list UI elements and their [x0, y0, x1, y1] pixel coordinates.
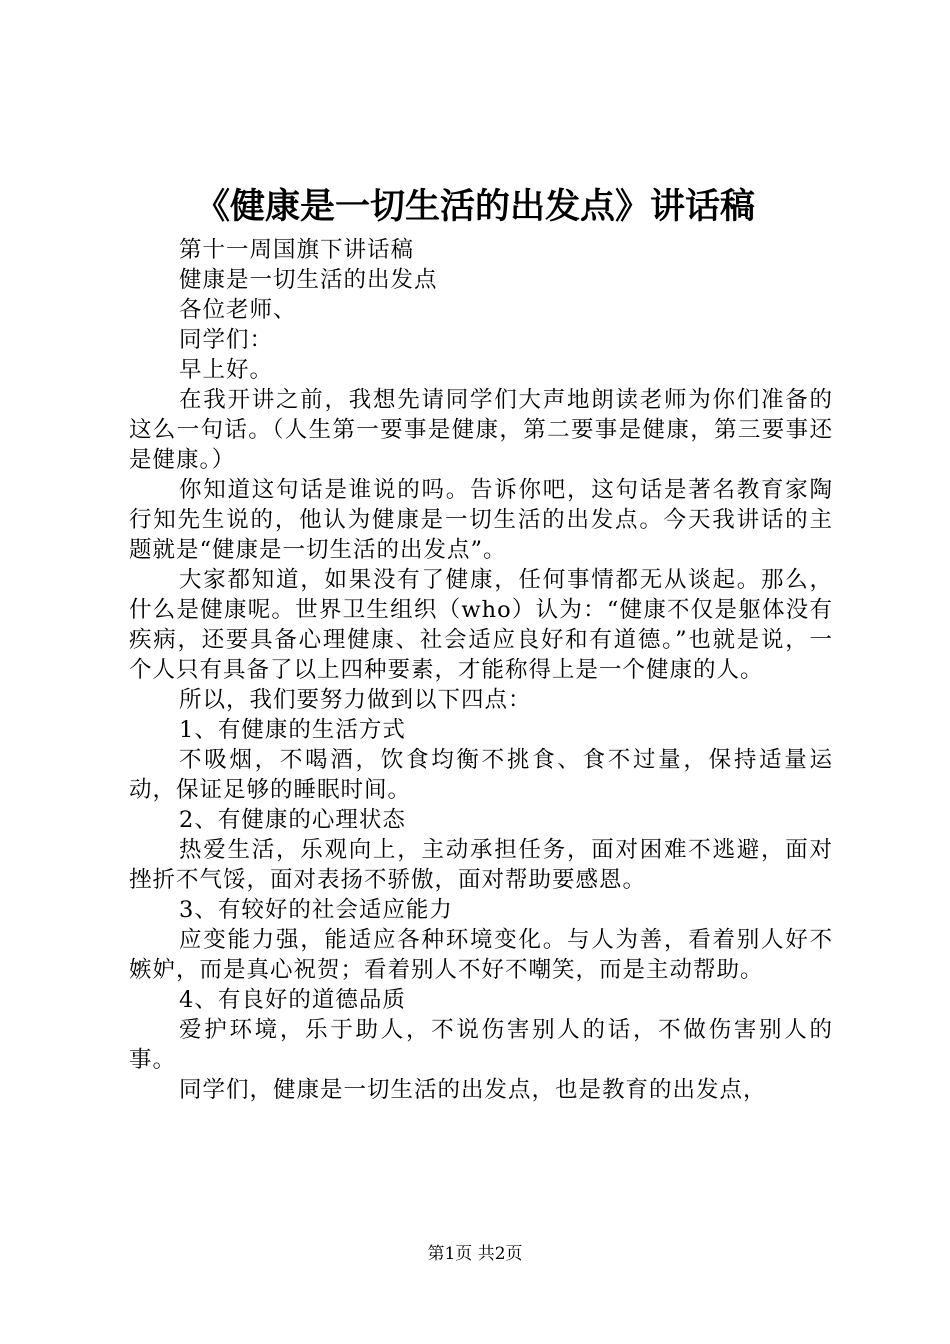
- paragraph-health-definition: 大家都知道，如果没有了健康，任何事情都无从谈起。那么，什么是健康呢。世界卫生组织（who）认为：“健康不仅是躯体没有疾病，还要具备心理健康、社会适应良好和有道德。”也就是说，一个人只有具备了以上四种要素，才能称得上是一个健康的人。: [129, 567, 833, 683]
- list-text-4: 爱护环境，乐于助人，不说伤害别人的话，不做伤害别人的事。: [129, 1017, 833, 1073]
- document-body: [129, 235, 833, 1105]
- paragraph-closing: 同学们，健康是一切生活的出发点，也是教育的出发点，: [179, 1077, 767, 1103]
- list-heading-2: 2、有健康的心理状态: [179, 807, 406, 833]
- paragraph-four-points: 所以，我们要努力做到以下四点：: [179, 687, 532, 713]
- paragraph-quote-source: 你知道这句话是谁说的吗。告诉你吧，这句话是著名教育家陶行知先生说的，他认为健康是一切生活的出发点。今天我讲话的主题就是“健康是一切生活的出发点”。: [129, 477, 833, 563]
- list-text-2: 热爱生活，乐观向上，主动承担任务，面对困难不逃避，面对挫折不气馁，面对表扬不骄傲，面对帮助要感恩。: [129, 837, 833, 893]
- paragraph-greeting-students: 同学们：: [179, 327, 274, 353]
- page-footer: 第1页 共2页: [427, 1244, 523, 1264]
- list-text-3: 应变能力强，能适应各种环境变化。与人为善，看着别人好不嫉妒，而是真心祝贺；看着别人不好不嘲笑，而是主动帮助。: [129, 927, 833, 983]
- paragraph-topic: 健康是一切生活的出发点: [179, 267, 438, 293]
- paragraph-heading-week: 第十一周国旗下讲话稿: [179, 237, 415, 263]
- list-heading-4: 4、有良好的道德品质: [179, 987, 406, 1013]
- list-heading-1: 1、有健康的生活方式: [179, 717, 406, 743]
- list-heading-3: 3、有较好的社会适应能力: [179, 897, 453, 923]
- paragraph-greeting-teachers: 各位老师、: [179, 297, 297, 323]
- document-title: 《健康是一切生活的出发点》讲话稿: [194, 187, 755, 227]
- paragraph-intro-quote: 在我开讲之前，我想先请同学们大声地朗读老师为你们准备的这么一句话。（人生第一要事是健康，第二要事是健康，第三要事还是健康。）: [129, 387, 833, 473]
- paragraph-good-morning: 早上好。: [179, 357, 274, 383]
- list-text-1: 不吸烟，不喝酒，饮食均衡不挑食、食不过量，保持适量运动，保证足够的睡眠时间。: [129, 747, 833, 803]
